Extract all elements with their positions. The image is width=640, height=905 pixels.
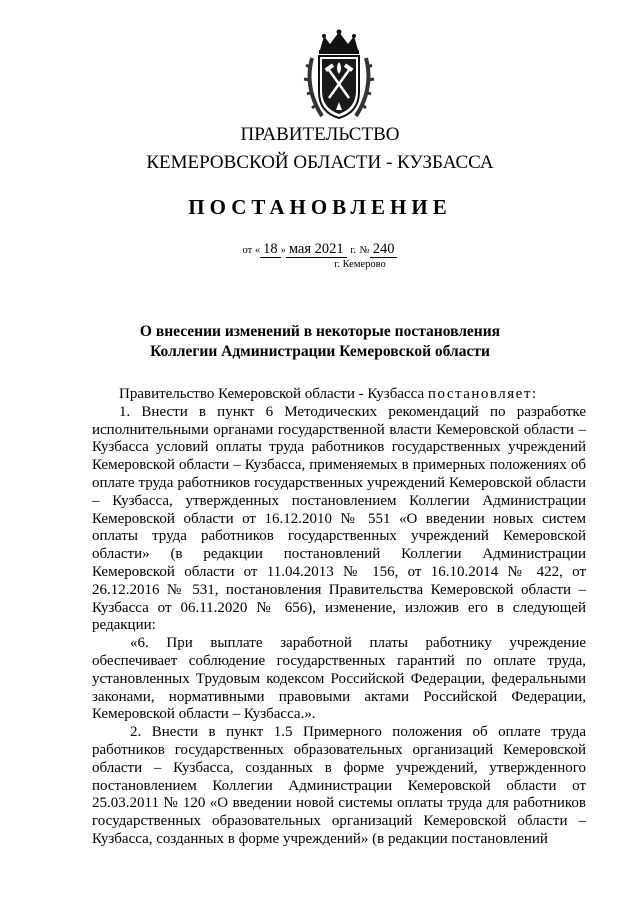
- government-name-line2: КЕМЕРОВСКОЙ ОБЛАСТИ - КУЗБАССА: [146, 152, 494, 173]
- government-name-line1: ПРАВИТЕЛЬСТВО: [240, 124, 400, 145]
- coat-of-arms-emblem: [302, 28, 376, 124]
- intro-verb: постановляет:: [427, 386, 538, 402]
- city-name: г. Кемерово: [334, 259, 386, 270]
- subject-line1: О внесении изменений в некоторые постановления: [139, 323, 501, 340]
- paragraph-2: 2. Внести в пункт 1.5 Примерного положения об оплате труда работников государственных образовательных организаций Кемеровской области – Кузбасса, созданных в форме учреждений, утвержденного постановлением Коллегии Администрации Кемеровской области от 25.03.2011 № 120 «О введении новой системы оплаты труда для работников государственных образовательных организаций Кемеровской области – Кузбасса, созданных в форме учреждений» (в редакции постановлений: [92, 724, 586, 847]
- paragraph-1: 1. Внести в пункт 6 Методических рекомендаций по разработке исполнительными органами государственной власти Кемеровской области – Кузбасса условий оплаты труда работников государственных учреждений Кемеровской области – Кузбасса, применяемых в примерных положениях об оплате труда работников государственных учреждений Кемеровской области – Кузбасса, утвержденных постановлением Коллегии Администрации Кемеровской области от 16.12.2010 № 551 «О введении новых систем оплаты труда работников государственных учреждений Кемеровской области» (в редакции постановлений Коллегии Администрации Кемеровской области от 11.04.2013 № 156, от 16.10.2014 № 422, от 26.12.2016 № 531, постановления Правительства Кемеровской области – Кузбасса от 06.11.2020 № 656), изменение, изложив его в следующей редакции:: [92, 403, 586, 634]
- date-prefix: от «: [242, 245, 261, 256]
- date-number-line: [0, 241, 640, 258]
- intro-paragraph: [92, 386, 586, 404]
- document-body: [92, 386, 586, 849]
- document-number: 240: [370, 241, 398, 258]
- document-type-title: ПОСТАНОВЛЕНИЕ: [188, 195, 452, 219]
- date-close-quote: »: [280, 245, 286, 256]
- date-day: 18: [260, 241, 281, 258]
- date-month-year: мая 2021: [286, 241, 347, 258]
- paragraph-1-quote: «6. При выплате заработной платы работнику учреждение обеспечивает соблюдение государственных гарантий по оплате труда, установленных Трудовым кодексом Российской Федерации, федеральными законами, нормативными правовыми актами Российской Федерации, Кемеровской области – Кузбасса.».: [92, 635, 586, 723]
- number-sign: №: [359, 245, 370, 256]
- subject-line2: Коллегии Администрации Кемеровской области: [150, 343, 490, 360]
- date-year-suffix: г.: [350, 245, 357, 256]
- intro-text: Правительство Кемеровской области - Кузбасса: [119, 386, 425, 402]
